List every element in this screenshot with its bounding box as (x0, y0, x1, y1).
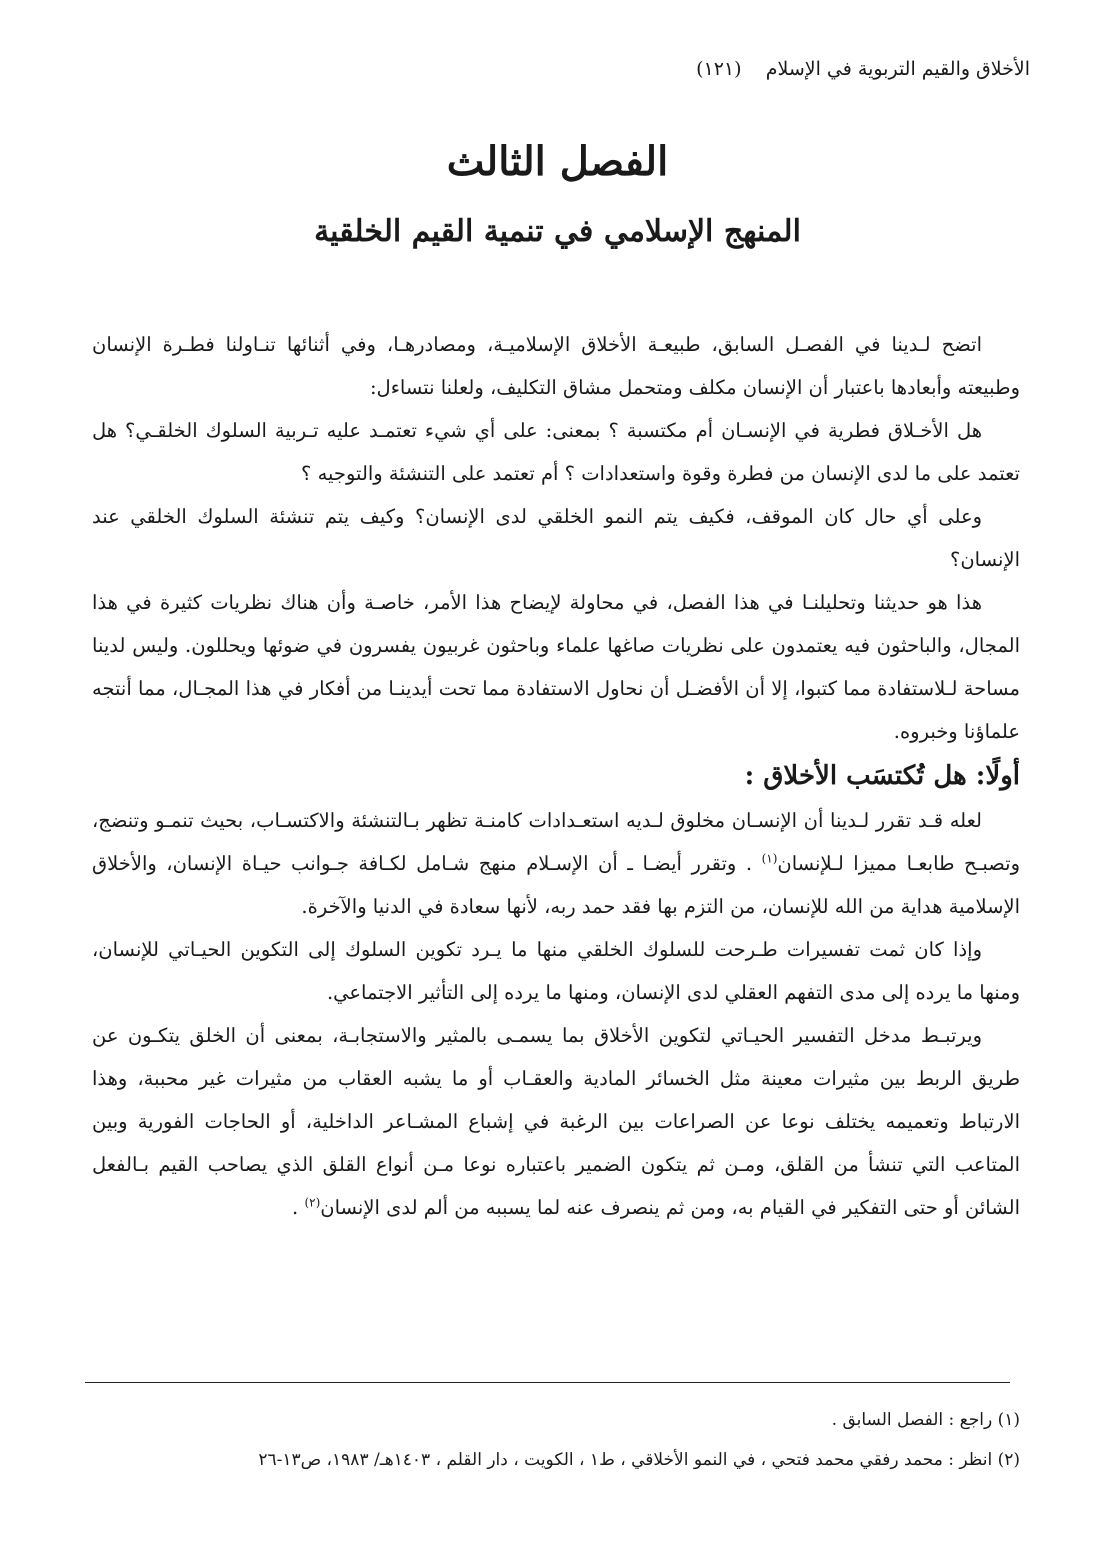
paragraph-4: هذا هو حديثنا وتحليلنـا في هذا الفصل، في محاولة لإيضاح هذا الأمر، خاصـة وأن هناك نظريات كثيرة في هذا المجال، والباحثون فيه يعتمدون على نظريات صاغها علماء وباحثون غربيون يفسرون في ضوئها ويحللون. وليس لدينا مساحة لـلاستفادة مما كتبوا، إلا أن الأفضـل أن نحاول الاستفادة مما تحت أيدينـا من أفكار في هذا المجـال، مما أنتجه علماؤنا وخبروه. (92, 591, 1020, 743)
running-header (696, 58, 1030, 80)
running-title: الأخلاق والقيم التربوية في الإسلام (765, 58, 1030, 80)
footnote-2: (٢) انظر : محمد رفقي محمد فتحي ، في النمو الأخلاقي ، ط١ ، الكويت ، دار القلم ، ١٤٠٣هـ/ ١٩٨٣، ص١٣-٢٦ (258, 1450, 1020, 1470)
paragraph-7-text-a: ويرتبـط مدخل التفسير الحيـاتي لتكوين الأخلاق بما يسمـى بالمثير والاستجابـة، بمعنى أن الخلق يتكـون عن طريق الربط بين مثيرات معينة مثل الخسائر المادية والعقـاب أو ما يشبه العقاب من مثيرات غير محببة، وهذا الارتباط وتعميمه يختلف نوعا عن الصراعات بين الرغبة في إشباع المشـاعر الداخلية، أو الحاجات الفورية وبين المتاعب التي تنشأ من القلق، ومـن ثم يتكون الضمير باعتباره نوعا مـن أنواع القلق الذي يصاحب القيم بـالفعل الشائن أو حتى التفكير في القيام به، ومن ثم ينصرف عنه لما يسببه من ألم لدى الإنسان (92, 1024, 1020, 1219)
paragraph-1: اتضح لـدينا في الفصـل السابق، طبيعـة الأخلاق الإسلاميـة، ومصادرهـا، وفي أثنائها تنـاولنا فطـرة الإنسان وطبيعته وأبعادها باعتبار أن الإنسان مكلف ومتحمل مشاق التكليف، ولعلنا نتساءل: (92, 333, 1020, 399)
paragraph-2: هل الأخـلاق فطرية في الإنسـان أم مكتسبة ؟ بمعنى: على أي شيء تعتمـد عليه تـربية السلوك الخلقـي؟ هل تعتمد على ما لدى الإنسان من فطرة وقوة واستعدادات ؟ أم تعتمد على التنشئة والتوجيه ؟ (92, 419, 1020, 485)
chapter-title: الفصل الثالث (446, 138, 669, 185)
paragraph-6: وإذا كان ثمت تفسيرات طـرحت للسلوك الخلقي منها ما يـرد تكوين السلوك إلى التكوين الحيـاتي للإنسان، ومنها ما يرده إلى مدى التفهم العقلي لدى الإنسان، ومنها ما يرده إلى التأثير الاجتماعي. (92, 938, 1020, 1004)
paragraph-5-text-a: لعله قـد تقرر لـدينا أن الإنسـان مخلوق لـديه استعـدادات كامنـة تظهر بـالتنشئة والاكتسـاب، بحيث تنمـو وتنضج، وتصبـح طابعـا مميزا لـلإنسان (92, 809, 1020, 875)
footnote-ref-2[interactable]: (٢) (304, 1195, 321, 1210)
paragraph-7 (92, 1014, 1020, 1229)
chapter-subtitle: المنهج الإسلامي في تنمية القيم الخلقية (314, 214, 801, 249)
footnote-1: (١) راجع : الفصل السابق . (831, 1410, 1020, 1430)
paragraph-3: وعلى أي حال كان الموقف، فكيف يتم النمو الخلقي لدى الإنسان؟ وكيف يتم تنشئة السلوك الخلقي عند الإنسان؟ (92, 505, 1020, 571)
footnotes (92, 1400, 1020, 1480)
section-heading: أولًا: هل تُكتسَب الأخلاق : (744, 761, 1020, 791)
footnote-divider (85, 1382, 1010, 1383)
footnote-ref-1[interactable]: (١) (761, 851, 778, 866)
page-number: (١٢١) (696, 58, 742, 80)
body-text (92, 323, 1020, 1229)
paragraph-5-text-b: . وتقرر أيضـا ـ أن الإسـلام منهج شـامل لكـافة جـوانب حيـاة الإنسان، والأخلاق الإسلامية هداية من الله للإنسان، من التزم بها فقد حمد ربه، لأنها سعادة في الدنيا والآخرة. (92, 852, 1020, 918)
paragraph-5 (92, 799, 1020, 928)
paragraph-7-text-b: . (292, 1196, 305, 1219)
